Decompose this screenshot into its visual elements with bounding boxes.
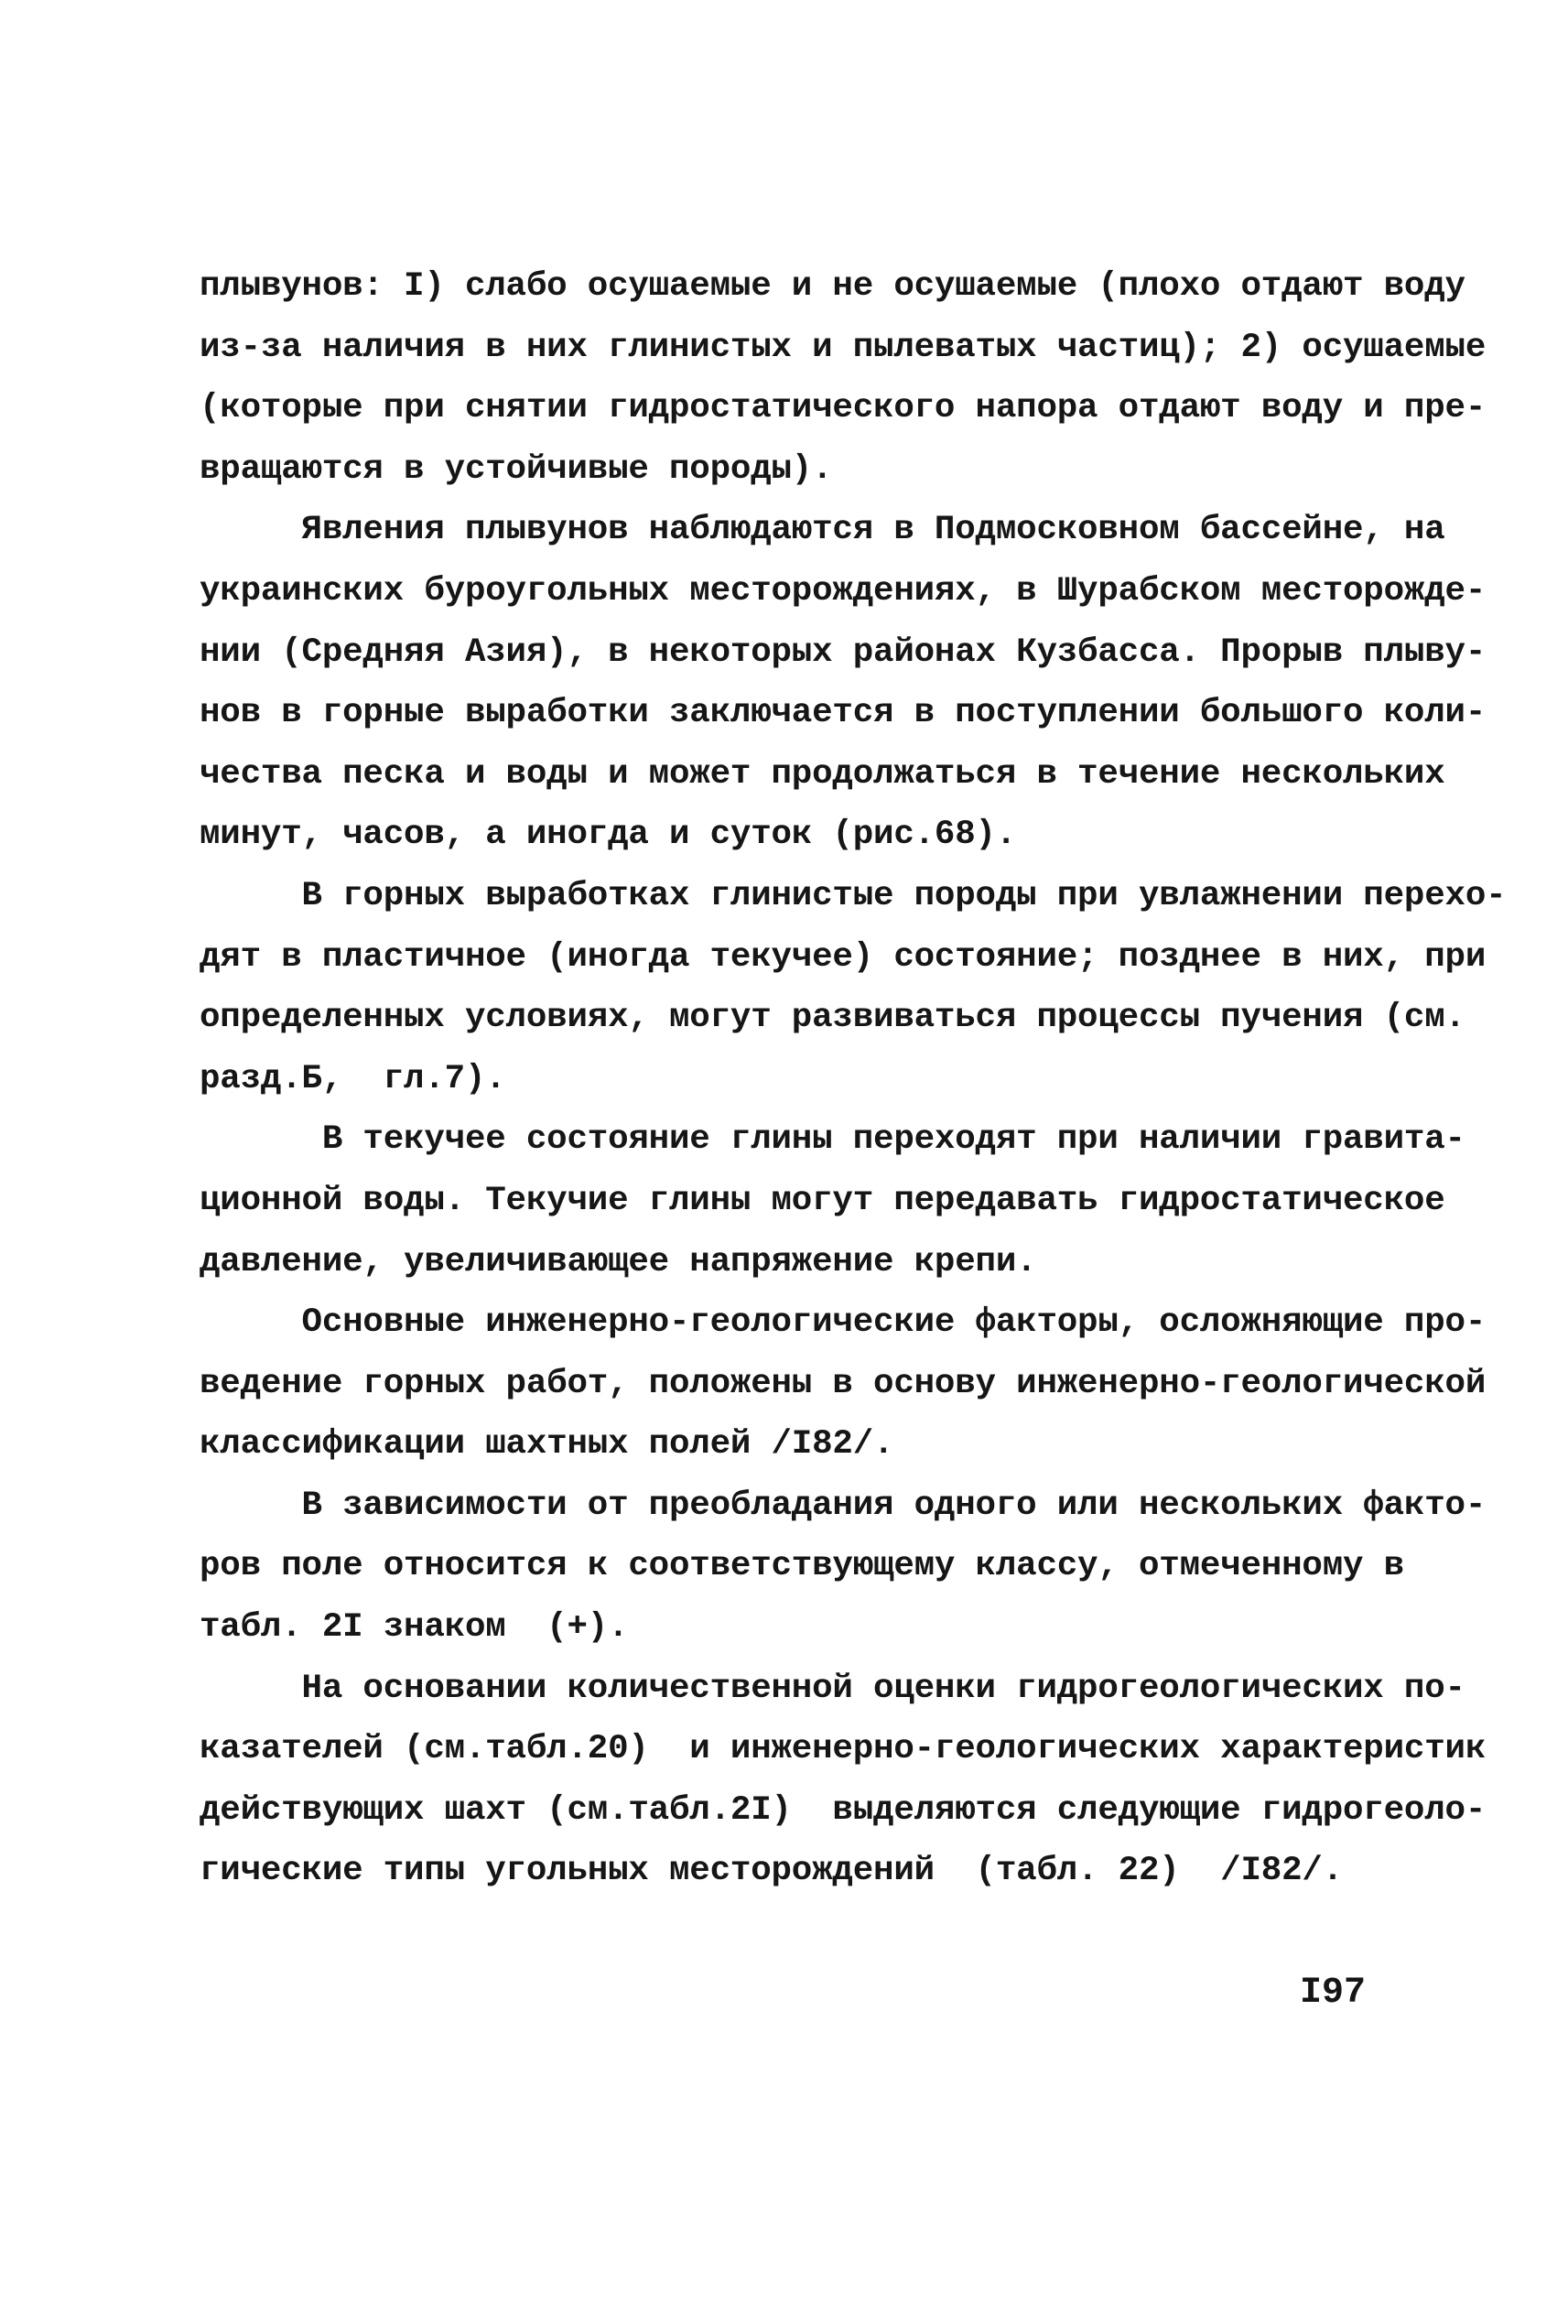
text-line: плывунов: I) слабо осушаемые и не осушаемые (плохо отдают воду [200, 267, 1465, 306]
text-line: казателей (см.табл.20) и инженерно-геологических характеристик [200, 1730, 1487, 1769]
text-line: ров поле относится к соответствующему классу, отмеченному в [200, 1547, 1404, 1586]
text-line: определенных условиях, могут развиваться процессы пучения (см. [200, 999, 1465, 1038]
text-line: В зависимости от преобладания одного или нескольких факто- [200, 1486, 1487, 1525]
text-line: минут, часов, а иногда и суток (рис.68). [200, 816, 1017, 855]
text-line: чества песка и воды и может продолжаться в течение нескольких [200, 754, 1445, 794]
text-line: разд.Б, гл.7). [200, 1059, 506, 1098]
text-line: Явления плывунов наблюдаются в Подмосковном бассейне, на [200, 511, 1445, 550]
text-line: гические типы угольных месторождений (табл. 22) /I82/. [200, 1852, 1344, 1891]
text-line: вращаются в устойчивые породы). [200, 449, 833, 489]
text-line: классификации шахтных полей /I82/. [200, 1425, 894, 1465]
text-line: нов в горные выработки заключается в поступлении большого коли- [200, 694, 1487, 733]
text-line: табл. 2I знаком (+). [200, 1608, 629, 1648]
page-number: I97 [1300, 1973, 1367, 2014]
text-line: ционной воды. Текучие глины могут передавать гидростатическое [200, 1181, 1445, 1220]
text-line: нии (Средняя Азия), в некоторых районах Кузбасса. Прорыв плыву- [200, 632, 1487, 672]
text-line: давление, увеличивающее напряжение крепи. [200, 1242, 1037, 1281]
text-line: украинских буроугольных месторождениях, в Шурабском месторожде- [200, 571, 1487, 611]
text-line: В горных выработках глинистые породы при увлажнении перехо- [200, 876, 1507, 915]
text-line: На основании количественной оценки гидрогеологических по- [200, 1669, 1465, 1708]
text-line: (которые при снятии гидростатического напора отдают воду и пре- [200, 389, 1487, 428]
text-line: дят в пластичное (иногда текучее) состояние; позднее в них, при [200, 937, 1487, 977]
text-line: Основные инженерно-геологические факторы, осложняющие про- [200, 1303, 1487, 1343]
text-line: действующих шахт (см.табл.2I) выделяются следующие гидрогеоло- [200, 1790, 1487, 1830]
text-line: из-за наличия в них глинистых и пылеватых частиц); 2) осушаемые [200, 328, 1487, 367]
text-line: В текучее состояние глины переходят при наличии гравита- [200, 1120, 1465, 1160]
body-text [200, 256, 1507, 1902]
text-line: ведение горных работ, положены в основу инженерно-геологической [200, 1364, 1487, 1403]
